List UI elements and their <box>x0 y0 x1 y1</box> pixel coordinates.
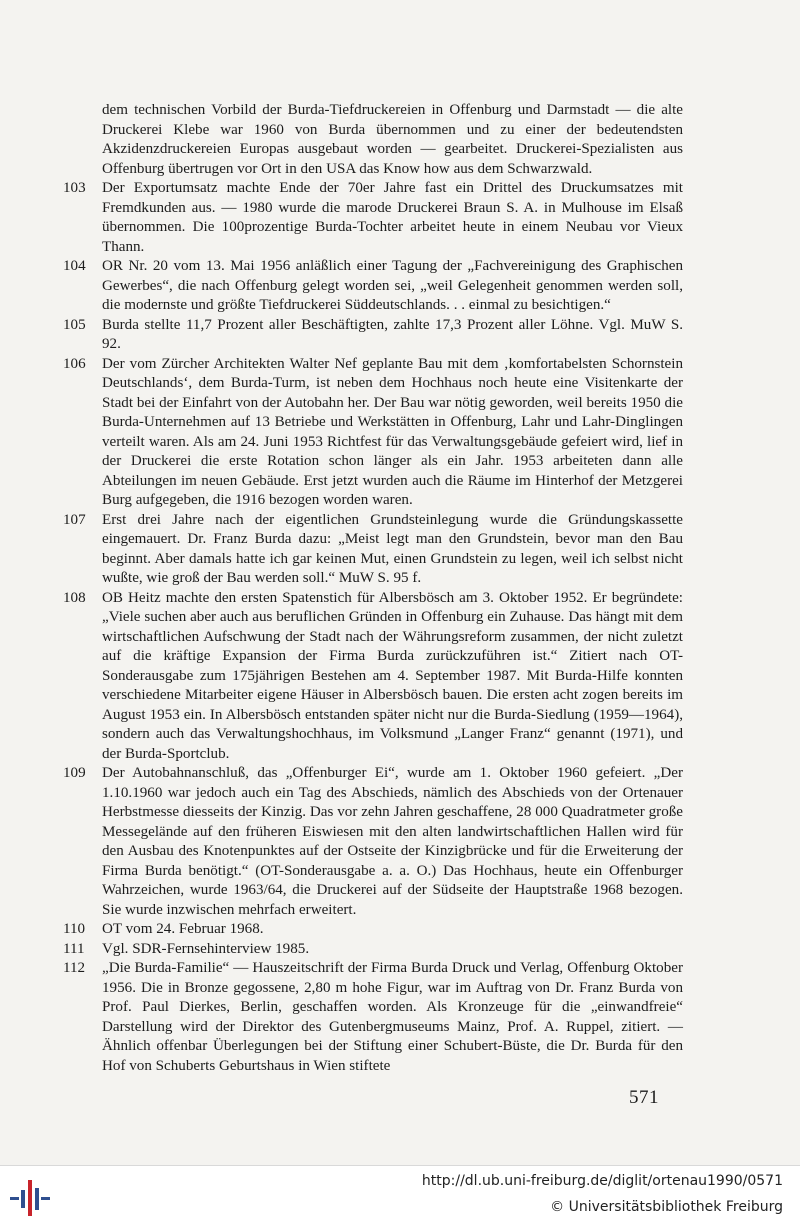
footnote <box>63 940 683 960</box>
footnote <box>63 257 683 316</box>
footnote <box>63 589 683 765</box>
footnote-number: 103 <box>63 180 86 196</box>
footnote-number: 108 <box>63 589 86 606</box>
page-number: 571 <box>629 1087 659 1108</box>
footnote <box>63 959 683 1076</box>
footnote <box>63 920 683 940</box>
footnote-text: Der Autobahnanschluß, das „Offenburger Ei“, wurde am 1. Oktober 1960 gefeiert. „Der 1.10.1960 war jedoch auch ein Tag des Abschieds, nämlich des Abschieds von der Ortenauer Herbstmesse diesseits der Kinzig. Das vor zehn Jahren geschaffene, 28 000 Quadratmeter große Messegelände auf den früheren Eiswiesen mit den alten landwirtschaftlichen Hallen wird für den Ausbau des Knotenpunktes auf der Ostseite der Kinzigbrücke und für die Erweiterung der Firma Burda benötigt.“ (OT-Sonderausgabe a. a. O.) Das Hochhaus, heute ein Offenburger Wahrzeichen, wurde 1963/64, die Druckerei auf der Südseite der Hauptstraße 1968 bezogen. Sie wurde inzwischen mehrfach erweitert. <box>102 765 683 918</box>
footnote <box>63 355 683 511</box>
footnote-text: Der Exportumsatz machte Ende der 70er Jahre fast ein Drittel des Druckumsatzes mit Fremdkunden aus. — 1980 wurde die marode Druckerei Braun S. A. in Mulhouse im Elsaß übernommen. Die 100prozentige Burda-Tochter arbeitet heute in einem Neubau vor Vieux Thann. <box>102 180 683 255</box>
footnotes-list <box>63 101 683 1076</box>
footnote-text: „Die Burda-Familie“ — Hauszeitschrift der Firma Burda Druck und Verlag, Offenburg Oktober 1956. Die in Bronze gegossene, 2,80 m hohe Figur, war im Auftrag von Dr. Franz Burda von Prof. Paul Dierkes, Berlin, geschaffen worden. Als Kronzeuge für die „einwandfreie“ Darstellung wird der Direktor des Gutenbergmuseums Mainz, Prof. A. Ruppel, zitiert. — Ähnlich offenbar Überlegungen bei der Stiftung einer Schubert-Büste, die Dr. Burda für den Hof von Schuberts Geburtshaus in Wien stiftete <box>102 960 683 1074</box>
footnote <box>63 511 683 589</box>
footnote <box>63 179 683 257</box>
footnote-number: 106 <box>63 355 86 372</box>
footnote-number: 105 <box>63 316 86 333</box>
footnote-number: 112 <box>63 960 86 976</box>
footnote-text: dem technischen Vorbild der Burda-Tiefdruckereien in Offenburg und Darmstadt — die alte Druckerei Klebe war 1960 von Burda übernommen und zu einer der bedeutendsten Akzidenzdruckereien Europas ausgebaut worden — gearbeitet. Druckerei-Spezialisten aus Offenburg übertrugen vor Ort in den USA das Know how aus dem Schwarzwald. <box>102 102 683 177</box>
footnote <box>63 316 683 355</box>
footnote <box>63 101 683 179</box>
footnote-text: Burda stellte 11,7 Prozent aller Beschäftigten, zahlte 17,3 Prozent aller Löhne. Vgl. MuW S. 92. <box>102 316 683 352</box>
footnote-number: 109 <box>63 765 86 781</box>
footnote-number: 111 <box>63 940 85 957</box>
footnote <box>63 764 683 920</box>
copyright-notice: © Universitätsbibliothek Freiburg <box>550 1199 783 1215</box>
ub-freiburg-logo-icon[interactable] <box>6 1174 54 1218</box>
footnote-text: Vgl. SDR-Fernsehinterview 1985. <box>102 940 310 957</box>
footnote-number <box>63 101 102 179</box>
footnote-text: Der vom Zürcher Architekten Walter Nef geplante Bau mit dem ‚komfortabelsten Schornstein Deutschlands‘, dem Burda-Turm, ist neben dem Hochhaus noch heute eine Visitenkarte der Stadt bei der Einfahrt von der Autobahn her. Der Bau war nötig geworden, weil bereits 1950 die Burda-Unternehmen auf 13 Betriebe und Werkstätten in Offenburg, Lahr und Lahr-Dinglingen verteilt waren. Als am 24. Juni 1953 Richtfest für das Verwaltungsgebäude gefeiert wird, lief in der Druckerei die erste Rotation schon länger als ein Jahr. 1953 arbeiteten dann alle Abteilungen im neuen Gebäude. Erst jetzt wurden auch die Räume im Hinterhof der Metzgerei Burg aufgegeben, die 1916 bezogen worden waren. <box>102 355 683 508</box>
permalink-url[interactable]: http://dl.ub.uni-freiburg.de/diglit/ortenau1990/0571 <box>421 1173 783 1189</box>
footnote-text: Erst drei Jahre nach der eigentlichen Grundsteinlegung wurde die Gründungskassette eingemauert. Dr. Franz Burda dazu: „Meist legt man den Grundstein, bevor man den Bau beginnt. Aber damals hatte ich gar keinen Mut, einen Grundstein zu legen, weil ich selbst nicht wußte, wie groß der Bau werden soll.“ MuW S. 95 f. <box>102 511 683 586</box>
footnote-text: OR Nr. 20 vom 13. Mai 1956 anläßlich einer Tagung der „Fachvereinigung des Graphischen Gewerbes“, die nach Offenburg gelegt worden sei, „weil Gelegenheit genommen werden soll, die modernste und größte Tiefdruckerei Süddeutschlands. . . einmal zu besichtigen.“ <box>102 258 683 313</box>
footnote-text: OB Heitz machte den ersten Spatenstich für Albersbösch am 3. Oktober 1952. Er begründete: „Viele suchen aber auch aus beruflichen Gründen in Offenburg ein Zuhause. Das hängt mit dem wirtschaftlichen Aufschwung der Stadt nach der Währungsreform zusammen, der nicht zuletzt auf die kräftige Expansion der Firma Burda zurückzuführen ist.“ Zitiert nach OT-Sonderausgabe zum 175jährigen Bestehen am 4. September 1987. Mit Burda-Hilfe konnten verschiedene Mitarbeiter eigene Häuser in Albersbösch bauen. Die ersten acht zogen bereits im August 1953 ein. In Albersbösch entstanden später nicht nur die Burda-Siedlung (1959—1964), sondern auch das Verwaltungshochhaus, im Volksmund „Langer Franz“ genannt (1971), und der Burda-Sportclub. <box>102 589 683 762</box>
footer-bar <box>0 1165 800 1225</box>
footnote-number: 110 <box>63 921 86 937</box>
footnote-number: 104 <box>63 258 86 274</box>
footnote-text: OT vom 24. Februar 1968. <box>102 921 264 937</box>
footnote-number: 107 <box>63 511 86 528</box>
